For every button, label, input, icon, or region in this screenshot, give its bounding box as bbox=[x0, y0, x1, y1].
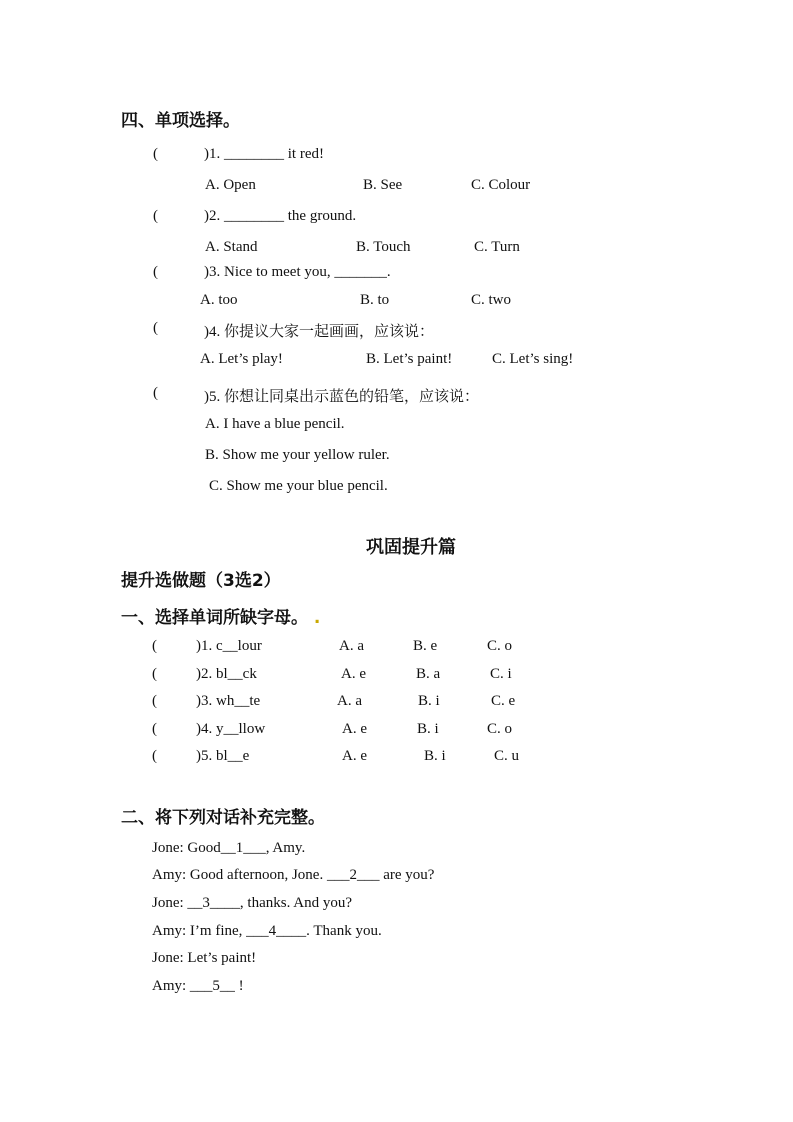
option-c: C. Show me your blue pencil. bbox=[209, 478, 388, 494]
dialogue-line: Amy: ___5__ ! bbox=[152, 978, 244, 994]
option-c: C. Let’s sing! bbox=[492, 351, 574, 367]
marker-dot: . bbox=[308, 608, 321, 628]
dialogue-line: Jone: Let’s paint! bbox=[152, 950, 257, 966]
option-c: C. Colour bbox=[471, 177, 531, 193]
option-a: A. Stand bbox=[205, 239, 258, 255]
option-b: B. Show me your yellow ruler. bbox=[205, 447, 390, 463]
question-stem: )4. 你提议大家一起画画，应该说： bbox=[204, 324, 434, 340]
option-c: C. i bbox=[490, 666, 512, 682]
option-a: A. e bbox=[341, 666, 366, 682]
answer-paren[interactable]: ( bbox=[153, 264, 158, 280]
option-b: B. i bbox=[418, 693, 440, 709]
question-stem: )1. ________ it red! bbox=[204, 146, 324, 162]
answer-paren[interactable]: ( bbox=[152, 638, 157, 654]
section-4-heading: 四、单项选择。 bbox=[121, 111, 240, 131]
option-a: A. I have a blue pencil. bbox=[205, 416, 345, 432]
question-stem: )3. Nice to meet you, _______. bbox=[204, 264, 391, 280]
option-c: C. u bbox=[494, 748, 520, 764]
answer-paren[interactable]: ( bbox=[153, 208, 158, 224]
option-b: B. i bbox=[424, 748, 446, 764]
section-2-heading: 二、将下列对话补充完整。 bbox=[121, 808, 325, 828]
option-a: A. a bbox=[339, 638, 364, 654]
question-stem: )3. wh__te bbox=[196, 693, 261, 709]
consolidate-subtitle: 提升选做题（3选2） bbox=[121, 571, 281, 591]
answer-paren[interactable]: ( bbox=[153, 146, 158, 162]
question-stem: )5. 你想让同桌出示蓝色的铅笔，应该说： bbox=[204, 389, 479, 405]
answer-paren[interactable]: ( bbox=[153, 385, 158, 401]
section-1-heading: 一、选择单词所缺字母。 . bbox=[121, 608, 321, 628]
answer-paren[interactable]: ( bbox=[152, 666, 157, 682]
option-a: A. e bbox=[342, 748, 367, 764]
option-b: B. Touch bbox=[356, 239, 411, 255]
option-b: B. i bbox=[417, 721, 439, 737]
question-stem: )1. c__lour bbox=[196, 638, 262, 654]
option-a: A. a bbox=[337, 693, 362, 709]
option-c: C. o bbox=[487, 638, 513, 654]
answer-paren[interactable]: ( bbox=[152, 693, 157, 709]
question-stem: )2. ________ the ground. bbox=[204, 208, 357, 224]
option-c: C. two bbox=[471, 292, 512, 308]
question-stem: )2. bl__ck bbox=[196, 666, 257, 682]
option-a: A. Let’s play! bbox=[200, 351, 283, 367]
dialogue-line: Amy: I’m fine, ___4____. Thank you. bbox=[152, 923, 382, 939]
option-b: B. to bbox=[360, 292, 390, 308]
option-c: C. o bbox=[487, 721, 513, 737]
option-b: B. e bbox=[413, 638, 438, 654]
option-b: B. See bbox=[363, 177, 403, 193]
option-a: A. too bbox=[200, 292, 238, 308]
answer-paren[interactable]: ( bbox=[152, 721, 157, 737]
question-stem: )5. bl__e bbox=[196, 748, 250, 764]
option-a: A. Open bbox=[205, 177, 256, 193]
consolidate-title: 巩固提升篇 bbox=[366, 537, 456, 558]
answer-paren[interactable]: ( bbox=[152, 748, 157, 764]
answer-paren[interactable]: ( bbox=[153, 320, 158, 336]
dialogue-line: Amy: Good afternoon, Jone. ___2___ are you? bbox=[152, 867, 435, 883]
option-b: B. Let’s paint! bbox=[366, 351, 453, 367]
option-c: C. Turn bbox=[474, 239, 520, 255]
dialogue-line: Jone: __3____, thanks. And you? bbox=[152, 895, 352, 911]
option-a: A. e bbox=[342, 721, 367, 737]
option-b: B. a bbox=[416, 666, 441, 682]
option-c: C. e bbox=[491, 693, 516, 709]
question-stem: )4. y__llow bbox=[196, 721, 266, 737]
dialogue-line: Jone: Good__1___, Amy. bbox=[152, 840, 306, 856]
